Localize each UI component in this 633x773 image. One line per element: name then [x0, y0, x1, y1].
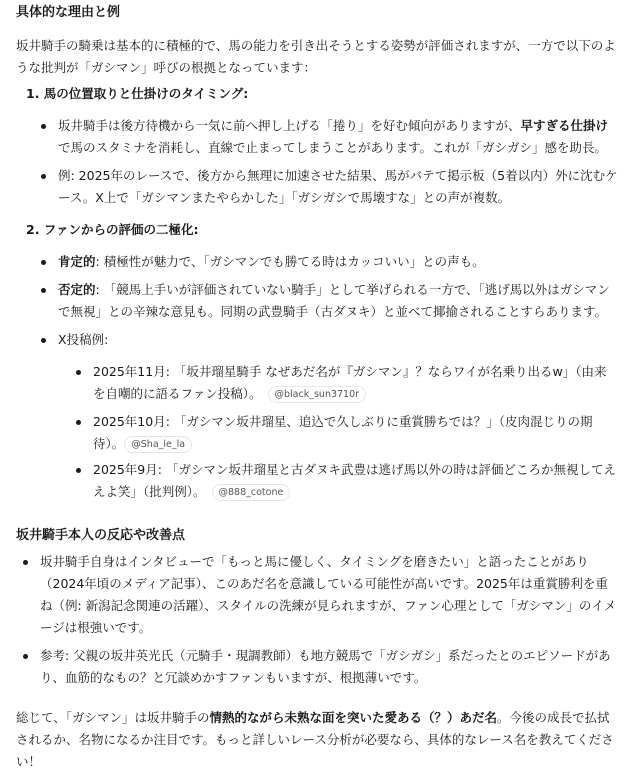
x-post-item: 2025年11月: 「坂井瑠星騎手 なぜあだ名が『ガシマン』？ならワイが名乗り出るw」（由来を自嘲的に語るファン投稿）。 @black_sun3710r [93, 361, 618, 405]
list-item-negative: 否定的: 「競馬上手いが評価されていない騎手」として挙げられる一方で、「逃げ馬以外はガシマンで無視」との辛辣な意見も。同期の武豊騎手（古ダヌキ）と並べて揶揄されることすらあります。 [58, 279, 618, 323]
x-post-item: 2025年9月: 「ガシマン坂井瑠星と古ダヌキ武豊は逃げ馬以外の時は評価どころか無視してええよ笑」（批判例）。 @888_cotone [93, 459, 618, 503]
list-item: 参考: 父親の坂井英光氏（元騎手・現調教師）も地方競馬で「ガシガシ」系だったとのエピソードがあり、血筋的なもの？と冗談めかすファンもいますが、根拠薄いです。 [40, 645, 618, 689]
list-item: 坂井騎手自身はインタビューで「もっと馬に優しく、タイミングを磨きたい」と語ったことがあり（2024年頃のメディア記事）、このあだ名を意識している可能性が高いです。2025年は重賞勝利を重ね（例: 新潟記念関連の活躍）、スタイルの洗練が見られますが、ファン心理として「ガシマン」のイメージは根強いです。 [40, 551, 618, 639]
intro-paragraph: 坂井騎手の騎乗は基本的に積極的で、馬の能力を引き出そうとする姿勢が評価されますが、一方で以下のような批判が「ガシマン」呼びの根拠となっています： [16, 38, 616, 75]
list-item-title-1: 1. 馬の位置取りと仕掛けのタイミング: [26, 86, 249, 101]
list-item: 例: 2025年のレースで、後方から無理に加速させた結果、馬がバテて掲示板（5着以内）外に沈むケース。X上で「ガシマンまたやらかした」「ガシガシで馬壊すな」との声が複数。 [58, 165, 618, 209]
source-handle-chip[interactable]: @Sha_le_la [124, 436, 192, 453]
list-item-title-2: 2. ファンからの評価の二極化: [26, 222, 199, 237]
list-item-positive: 肯定的: 積極性が魅力で、「ガシマンでも勝てる時はカッコいい」との声も。 [58, 251, 618, 273]
conclusion-paragraph: 総じて、「ガシマン」は坂井騎手の情熱的ながら未熟な面を突いた愛ある（？）あだ名。今後の成長で払拭されるか、名物になるか注目です。もっと詳しいレース分析が必要なら、具体的なレース名を教えてください！ [16, 710, 614, 769]
section-title-reasons: 具体的な理由と例 [16, 5, 121, 20]
source-handle-chip[interactable]: @black_sun3710r [268, 386, 367, 403]
x-post-item: 2025年10月: 「ガシマン坂井瑠星、追込で久しぶりに重賞勝ちでは？」（皮肉混じりの期待）。 @Sha_le_la [93, 411, 618, 455]
list-item: 坂井騎手は後方待機から一気に前へ押し上げる「捲り」を好む傾向がありますが、早すぎる仕掛けで馬のスタミナを消耗し、直線で止まってしまうことがあります。これが「ガシガシ」感を助長。 [58, 115, 618, 159]
source-handle-chip[interactable]: @888_cotone [212, 484, 291, 501]
list-item-x-posts: X投稿例: [58, 329, 618, 351]
section-title-reaction: 坂井騎手本人の反応や改善点 [16, 528, 186, 543]
